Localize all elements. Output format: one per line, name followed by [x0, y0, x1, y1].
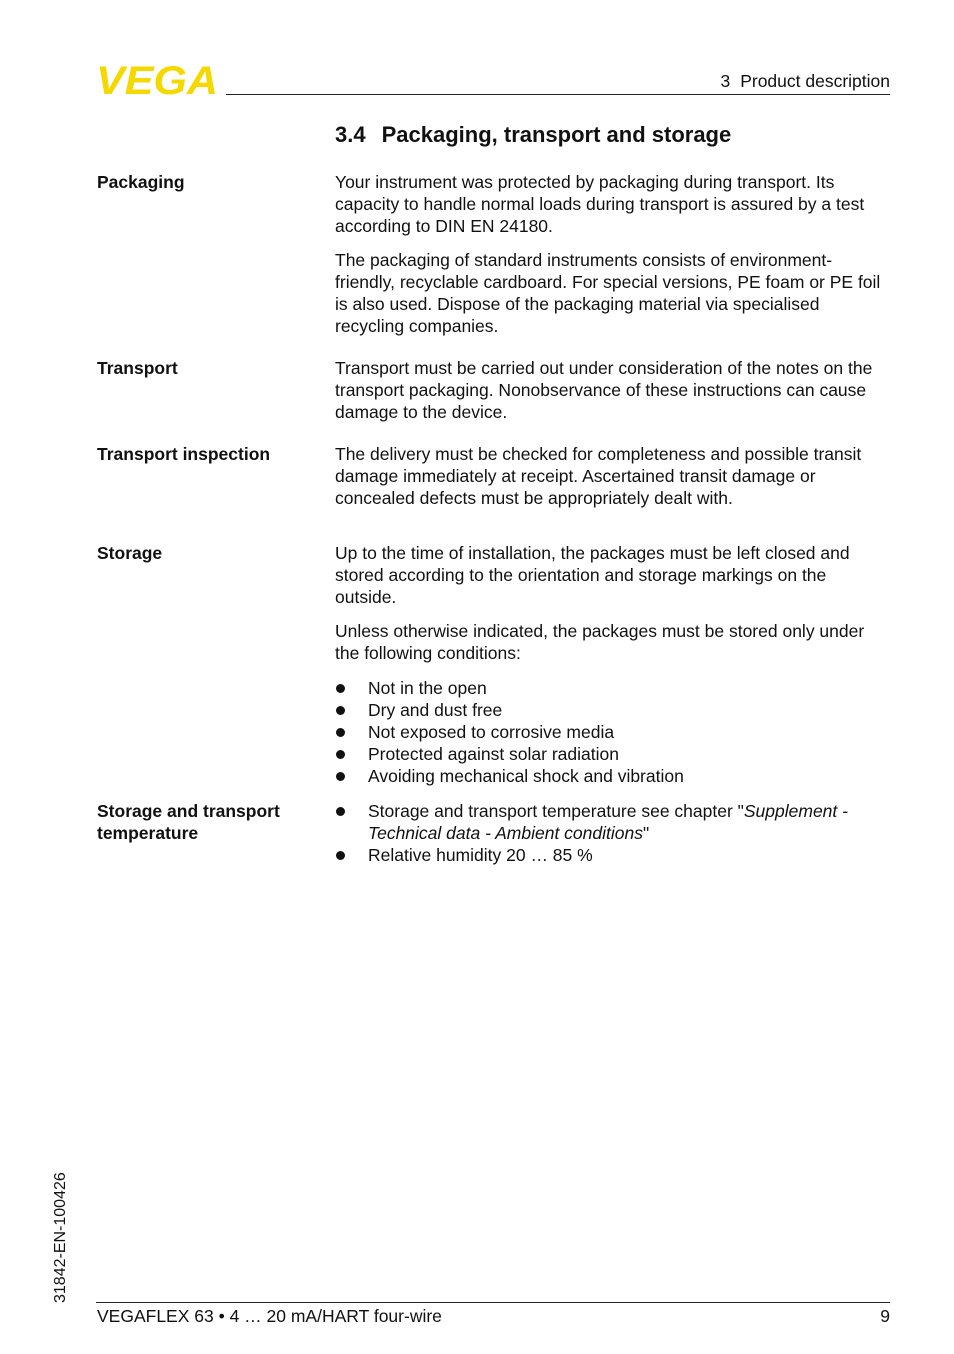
list-item: Not in the open: [335, 677, 891, 699]
paragraph: Your instrument was protected by packaging during transport. Its capacity to handle normal loads during transport is assured by a test according to DIN EN 24180.: [335, 172, 865, 236]
packaging-label: Packaging: [97, 172, 185, 192]
paragraph: Unless otherwise indicated, the packages must be stored only under the following conditions:: [335, 621, 865, 663]
vega-logo: [96, 62, 220, 98]
section-heading: [335, 122, 731, 148]
storage-temperature-bullets: [335, 800, 891, 866]
label-line: Storage and transport: [97, 801, 280, 821]
text: Storage and transport temperature see chapter ": [368, 801, 744, 821]
storage-label: Storage: [97, 543, 163, 563]
storage-temperature-list: [335, 800, 891, 866]
storage-text: [335, 542, 891, 608]
footer-product: VEGAFLEX 63 • 4 … 20 mA/HART four-wire: [97, 1306, 442, 1326]
storage-text-2: [335, 620, 891, 664]
text: ": [642, 823, 650, 843]
paragraph: The delivery must be checked for completeness and possible transit damage immediately at receipt. Ascertained transit damage or concealed defects must be appropriately dealt with.: [335, 444, 862, 508]
list-item: Avoiding mechanical shock and vibration: [335, 765, 891, 787]
transport-label: Transport: [97, 358, 178, 378]
list-item: Protected against solar radiation: [335, 743, 891, 765]
logo-text: VEGA: [96, 62, 218, 98]
chapter-reference: Supplement - Technical data - Ambient conditions: [368, 801, 848, 843]
packaging-text: [335, 171, 891, 237]
paragraph: Up to the time of installation, the packages must be left closed and stored according to the orientation and storage markings on the outside.: [335, 543, 850, 607]
paragraph: The packaging of standard instruments consists of environment-friendly, recyclable cardboard. For special versions, PE foam or PE foil is also used. Dispose of the packaging material via specialised recycling companies.: [335, 250, 881, 336]
packaging-text-2: [335, 249, 891, 337]
transport-inspection-label: Transport inspection: [97, 444, 271, 464]
running-header: [720, 71, 890, 92]
list-item: Not exposed to corrosive media: [335, 721, 891, 743]
list-item: Relative humidity 20 … 85 %: [335, 844, 891, 866]
transport-inspection-text: [335, 443, 891, 509]
chapter-number: 3: [720, 71, 731, 91]
storage-conditions: [335, 677, 891, 787]
page-number: 9: [880, 1306, 890, 1326]
storage-conditions-list: [335, 677, 891, 787]
list-item: Dry and dust free: [335, 699, 891, 721]
document-number: 31842-EN-100426: [52, 1172, 69, 1303]
section-title: Packaging, transport and storage: [381, 122, 732, 147]
transport-text: [335, 357, 891, 423]
header-rule: [226, 94, 890, 95]
footer-rule: [96, 1302, 890, 1303]
paragraph: Transport must be carried out under consideration of the notes on the transport packaging. Nonobservance of these instructions can cause damage to the device.: [335, 358, 873, 422]
section-number: 3.4: [335, 122, 366, 147]
label-line: temperature: [97, 823, 199, 843]
list-item: [335, 800, 891, 844]
chapter-title: Product description: [740, 71, 890, 91]
storage-temperature-label: [97, 800, 322, 844]
